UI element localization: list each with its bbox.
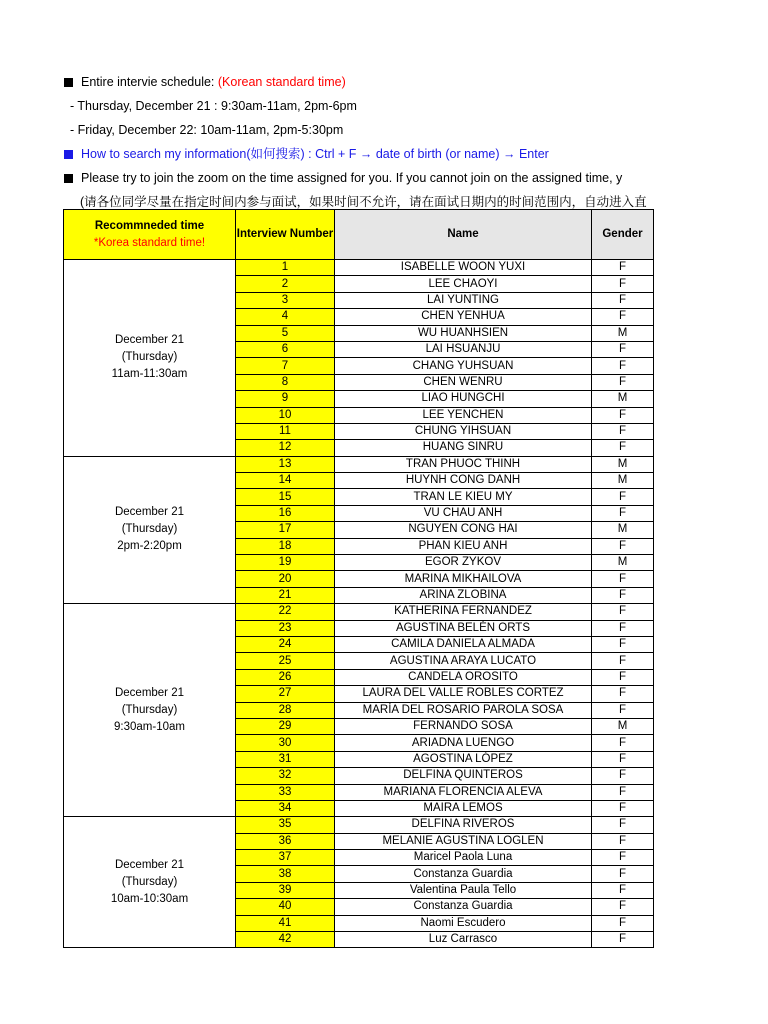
name-cell: NGUYEN CONG HAI	[335, 522, 592, 538]
name-cell: LIAO HUNGCHI	[335, 391, 592, 407]
notice-line-search: How to search my information(如何搜索) : Ctrl + F → date of birth (or name) → Enter	[64, 142, 768, 166]
gender-cell: F	[592, 587, 654, 603]
recommended-time-cell	[64, 456, 236, 604]
interview-number-cell: 36	[236, 833, 335, 849]
name-cell: CANDELA OROSITO	[335, 669, 592, 685]
name-cell: Naomi Escudero	[335, 915, 592, 931]
name-cell: ARIADNA LUENGO	[335, 735, 592, 751]
gender-cell: F	[592, 571, 654, 587]
gender-cell: F	[592, 407, 654, 423]
time-slot-date: December 21	[114, 686, 185, 699]
interview-number-cell: 28	[236, 702, 335, 718]
time-slot-time: 10am-10:30am	[110, 892, 189, 905]
gender-cell: M	[592, 718, 654, 734]
name-cell: MARINA MIKHAILOVA	[335, 571, 592, 587]
name-cell: ARINA ZLOBINA	[335, 587, 592, 603]
name-cell: CHEN YENHUA	[335, 309, 592, 325]
interview-number-cell: 6	[236, 341, 335, 357]
name-cell: Constanza Guardia	[335, 866, 592, 882]
header-gender: Gender	[592, 210, 654, 260]
interview-number-cell: 37	[236, 850, 335, 866]
korean-time-note: (Korean standard time)	[217, 75, 346, 89]
gender-cell: F	[592, 505, 654, 521]
name-cell: TRAN PHUOC THINH	[335, 456, 592, 472]
interview-number-cell: 19	[236, 555, 335, 571]
interview-number-cell: 22	[236, 604, 335, 620]
gender-cell: M	[592, 473, 654, 489]
time-slot-day: (Thursday)	[121, 351, 178, 364]
name-cell: CHUNG YIHSUAN	[335, 423, 592, 439]
name-cell: WU HUANHSIEN	[335, 325, 592, 341]
time-slot-time: 2pm-2:20pm	[117, 540, 182, 553]
gender-cell: M	[592, 522, 654, 538]
gender-cell: F	[592, 653, 654, 669]
name-cell: MAIRA LEMOS	[335, 800, 592, 816]
time-slot-date: December 21	[114, 334, 185, 347]
gender-cell: F	[592, 882, 654, 898]
gender-cell: F	[592, 489, 654, 505]
gender-cell: F	[592, 604, 654, 620]
name-cell: MELANIE AGUSTINA LOGLEN	[335, 833, 592, 849]
interview-number-cell: 20	[236, 571, 335, 587]
name-cell: ISABELLE WOON YUXI	[335, 260, 592, 276]
gender-cell: M	[592, 555, 654, 571]
interview-number-cell: 24	[236, 636, 335, 652]
interview-number-cell: 12	[236, 440, 335, 456]
gender-cell: F	[592, 751, 654, 767]
interview-number-cell: 15	[236, 489, 335, 505]
gender-cell: F	[592, 440, 654, 456]
gender-cell: F	[592, 817, 654, 833]
interview-number-cell: 27	[236, 686, 335, 702]
interview-number-cell: 5	[236, 325, 335, 341]
gender-cell: F	[592, 899, 654, 915]
table-row	[64, 260, 654, 276]
gender-cell: F	[592, 358, 654, 374]
interview-number-cell: 34	[236, 800, 335, 816]
gender-cell: F	[592, 636, 654, 652]
time-slot-day: (Thursday)	[121, 523, 178, 536]
time-slot-day: (Thursday)	[121, 703, 178, 716]
square-bullet-icon	[64, 78, 73, 87]
name-cell: CAMILA DANIELA ALMADA	[335, 636, 592, 652]
gender-cell: F	[592, 669, 654, 685]
interview-schedule-table	[63, 209, 654, 948]
time-slot-date: December 21	[114, 858, 185, 871]
interview-number-cell: 4	[236, 309, 335, 325]
name-cell: LAI YUNTING	[335, 292, 592, 308]
table-row	[64, 604, 654, 620]
gender-cell: F	[592, 374, 654, 390]
interview-number-cell: 13	[236, 456, 335, 472]
name-cell: MARIANA FLORENCIA ALEVA	[335, 784, 592, 800]
name-cell: Constanza Guardia	[335, 899, 592, 915]
korea-standard-time-note: *Korea standard time!	[93, 236, 206, 249]
square-bullet-icon	[64, 174, 73, 183]
name-cell: AGOSTINA LÓPEZ	[335, 751, 592, 767]
gender-cell: F	[592, 309, 654, 325]
table-row	[64, 456, 654, 472]
gender-cell: F	[592, 341, 654, 357]
time-slot-time: 9:30am-10am	[114, 720, 185, 733]
name-cell: Valentina Paula Tello	[335, 882, 592, 898]
name-cell: Luz Carrasco	[335, 932, 592, 948]
name-cell: EGOR ZYKOV	[335, 555, 592, 571]
name-cell: LEE YENCHEN	[335, 407, 592, 423]
gender-cell: F	[592, 735, 654, 751]
notice-line-chinese: (请各位同学尽量在指定时间内参与面试，如果时间不允许，请在面试日期内的时间范围内，自动进入直	[80, 195, 647, 209]
gender-cell: F	[592, 423, 654, 439]
gender-cell: F	[592, 768, 654, 784]
interview-number-cell: 41	[236, 915, 335, 931]
interview-number-cell: 32	[236, 768, 335, 784]
interview-number-cell: 10	[236, 407, 335, 423]
interview-number-cell: 16	[236, 505, 335, 521]
interview-number-cell: 25	[236, 653, 335, 669]
interview-number-cell: 8	[236, 374, 335, 390]
name-cell: LEE CHAOYI	[335, 276, 592, 292]
recommended-time-cell	[64, 604, 236, 817]
interview-number-cell: 14	[236, 473, 335, 489]
recommended-time-cell	[64, 260, 236, 457]
header-interview-number: Interview Number	[236, 210, 335, 260]
square-bullet-icon	[64, 150, 73, 159]
name-cell: TRAN LE KIEU MY	[335, 489, 592, 505]
notice-line-thursday: - Thursday, December 21 : 9:30am-11am, 2pm-6pm	[70, 99, 357, 113]
gender-cell: F	[592, 850, 654, 866]
name-cell: Maricel Paola Luna	[335, 850, 592, 866]
gender-cell: M	[592, 325, 654, 341]
interview-number-cell: 26	[236, 669, 335, 685]
gender-cell: F	[592, 915, 654, 931]
gender-cell: F	[592, 620, 654, 636]
time-slot-day: (Thursday)	[121, 875, 178, 888]
notice-line-schedule: Entire intervie schedule: (Korean standard time)	[64, 70, 768, 94]
gender-cell: F	[592, 866, 654, 882]
gender-cell: F	[592, 686, 654, 702]
interview-number-cell: 30	[236, 735, 335, 751]
name-cell: HUANG SINRU	[335, 440, 592, 456]
interview-number-cell: 2	[236, 276, 335, 292]
name-cell: LAURA DEL VALLE ROBLES CORTEZ	[335, 686, 592, 702]
interview-number-cell: 23	[236, 620, 335, 636]
name-cell: MARÍA DEL ROSARIO PAROLA SOSA	[335, 702, 592, 718]
interview-number-cell: 18	[236, 538, 335, 554]
name-cell: AGUSTINA BELÉN ORTS	[335, 620, 592, 636]
interview-number-cell: 29	[236, 718, 335, 734]
name-cell: HUYNH CONG DANH	[335, 473, 592, 489]
gender-cell: F	[592, 784, 654, 800]
table-body	[64, 260, 654, 948]
schedule-notice	[64, 70, 768, 214]
name-cell: CHANG YUHSUAN	[335, 358, 592, 374]
gender-cell: F	[592, 932, 654, 948]
interview-number-cell: 39	[236, 882, 335, 898]
interview-number-cell: 17	[236, 522, 335, 538]
recommended-time-cell	[64, 817, 236, 948]
interview-number-cell: 35	[236, 817, 335, 833]
header-name: Name	[335, 210, 592, 260]
header-recommended-time: Recommneded time *Korea standard time!	[64, 210, 236, 260]
notice-line-join: Please try to join the zoom on the time assigned for you. If you cannot join on the assigned time, y	[64, 166, 768, 190]
gender-cell: F	[592, 276, 654, 292]
interview-number-cell: 40	[236, 899, 335, 915]
interview-number-cell: 31	[236, 751, 335, 767]
name-cell: PHAN KIEU ANH	[335, 538, 592, 554]
gender-cell: F	[592, 538, 654, 554]
time-slot-date: December 21	[114, 506, 185, 519]
gender-cell: F	[592, 800, 654, 816]
interview-number-cell: 33	[236, 784, 335, 800]
interview-number-cell: 21	[236, 587, 335, 603]
interview-number-cell: 7	[236, 358, 335, 374]
gender-cell: F	[592, 833, 654, 849]
name-cell: KATHERINA FERNANDEZ	[335, 604, 592, 620]
interview-number-cell: 1	[236, 260, 335, 276]
gender-cell: F	[592, 292, 654, 308]
gender-cell: F	[592, 702, 654, 718]
name-cell: FERNANDO SOSA	[335, 718, 592, 734]
table-row	[64, 817, 654, 833]
time-slot-time: 11am-11:30am	[111, 368, 188, 381]
interview-number-cell: 42	[236, 932, 335, 948]
name-cell: VU CHAU ANH	[335, 505, 592, 521]
name-cell: DELFINA QUINTEROS	[335, 768, 592, 784]
gender-cell: M	[592, 391, 654, 407]
notice-line-friday: - Friday, December 22: 10am-11am, 2pm-5:30pm	[70, 123, 344, 137]
name-cell: DELFINA RIVEROS	[335, 817, 592, 833]
interview-number-cell: 9	[236, 391, 335, 407]
interview-number-cell: 11	[236, 423, 335, 439]
name-cell: LAI HSUANJU	[335, 341, 592, 357]
interview-number-cell: 3	[236, 292, 335, 308]
gender-cell: F	[592, 260, 654, 276]
table-header-row	[64, 210, 654, 260]
name-cell: AGUSTINA ARAYA LUCATO	[335, 653, 592, 669]
interview-number-cell: 38	[236, 866, 335, 882]
gender-cell: M	[592, 456, 654, 472]
name-cell: CHEN WENRU	[335, 374, 592, 390]
